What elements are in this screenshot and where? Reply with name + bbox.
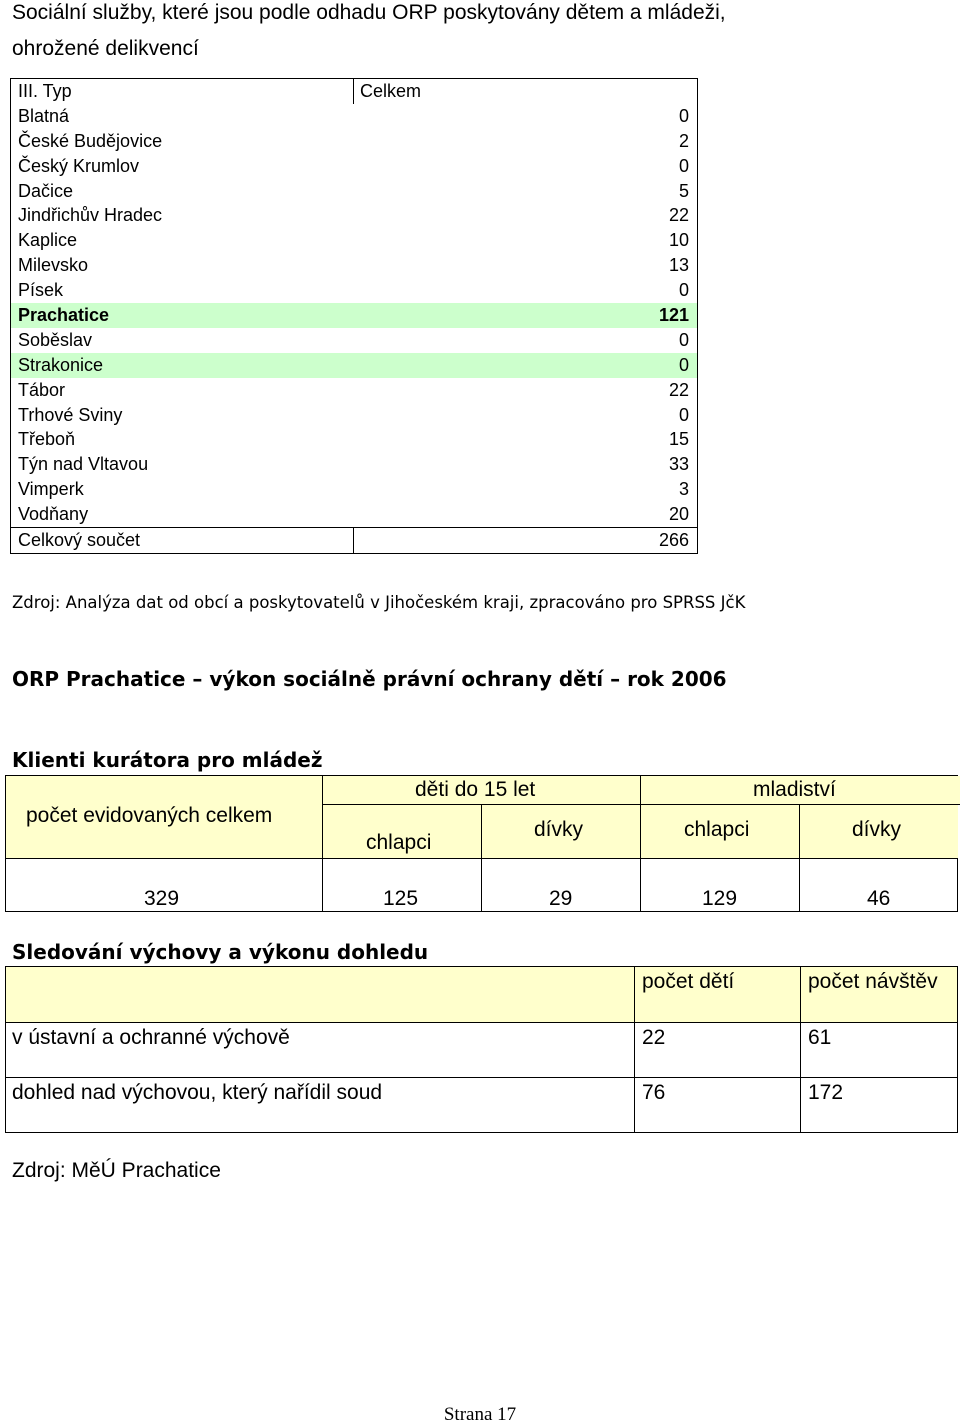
value-total: 329 [144,887,180,910]
boys-label: chlapci [366,831,432,854]
boys-label: chlapci [684,818,750,841]
row-value: 22 [668,379,689,400]
source-note: Zdroj: Analýza dat od obcí a poskytovatelů v Jihočeském kraji, zpracováno pro SPRSS JčK [12,593,746,612]
row-value: 22 [668,205,689,226]
row-name: Trhové Sviny [18,404,123,425]
header-cell [6,776,322,859]
column-divider [353,79,354,104]
row-value: 0 [678,329,689,350]
header-cell [799,805,958,859]
value-cell [799,859,958,911]
row-name: Dačice [18,180,74,201]
supervision-heading: Sledování výchovy a výkonu dohledu [12,940,429,964]
table-row [11,452,697,477]
header-cell [322,776,641,805]
row-value: 0 [678,354,689,375]
value-cell [322,859,482,911]
row-value: 5 [678,180,689,201]
table-row [11,477,697,502]
header-cell [6,967,634,1022]
source-note: Zdroj: MěÚ Prachatice [12,1159,221,1182]
page-number: Strana 17 [443,1404,517,1425]
row-name: Jindřichův Hradec [18,205,163,226]
row-name: Strakonice [18,354,104,375]
header-cell [800,967,957,1022]
row-name: Soběslav [18,329,93,350]
row-value: 2 [678,130,689,151]
table-row [11,228,697,253]
page-title-line-1: Sociální služby, které jsou podle odhadu ORP poskytovány dětem a mládeži, [12,1,726,24]
row-value: 0 [678,404,689,425]
table-row [11,154,697,179]
row-value: 3 [678,479,689,500]
row-label: v ústavní a ochranné výchově [12,1026,290,1049]
supervision-table [5,966,958,1133]
header-total: Celkem [360,81,422,101]
clients-heading: Klienti kurátora pro mládež [12,748,323,772]
row-name: Blatná [18,105,70,126]
row-name: Kaplice [18,230,78,251]
table-row [6,1022,634,1077]
group-children-label: děti do 15 let [415,778,536,801]
table-row [11,129,697,154]
row-value: 10 [668,230,689,251]
table-row [11,179,697,204]
row-name: Písek [18,280,64,301]
row-name: Třeboň [18,429,76,450]
header-cell [634,967,800,1022]
value-youth-girls: 46 [867,887,891,910]
table-row [11,328,697,353]
row-name: Tábor [18,379,66,400]
row-name: Týn nad Vltavou [18,454,149,475]
table-row [11,253,697,278]
row-visits: 172 [808,1081,844,1104]
header-cell [481,805,641,859]
clients-table [5,775,958,912]
table-row [11,278,697,303]
total-label: Celkový součet [18,530,141,551]
header-cell [640,805,800,859]
row-value: 121 [658,305,689,326]
row-value: 20 [668,504,689,525]
row-children: 22 [642,1026,666,1049]
girls-label: dívky [852,818,902,841]
row-label: dohled nad výchovou, který nařídil soud [12,1081,383,1104]
col-visits-label: počet návštěv [808,970,938,993]
value-children-boys: 125 [383,887,419,910]
row-value: 13 [668,255,689,276]
row-children: 76 [642,1081,666,1104]
section-heading: ORP Prachatice – výkon sociálně právní ochrany dětí – rok 2006 [12,667,727,691]
orp-services-table [10,78,698,554]
row-visits: 61 [808,1026,832,1049]
table-row-highlighted [11,303,697,328]
value-children-girls: 29 [549,887,573,910]
value-cell [800,1077,957,1132]
row-value: 15 [668,429,689,450]
row-name: Český Krumlov [18,155,140,176]
value-cell [481,859,641,911]
row-name: Milevsko [18,255,89,276]
table-total-row [11,527,697,553]
table-row [11,378,697,403]
page-title-line-2: ohrožené delikvencí [12,37,199,60]
value-cell [640,859,800,911]
row-name: Vimperk [18,479,84,500]
row-value: 0 [678,155,689,176]
header-cell [640,776,960,805]
row-name: Prachatice [18,305,110,326]
girls-label: dívky [534,818,584,841]
header-cell [322,805,482,859]
row-name: České Budějovice [18,130,163,151]
value-cell [634,1022,800,1077]
row-value: 0 [678,280,689,301]
row-value: 33 [668,454,689,475]
table-row [11,502,697,527]
column-divider [353,528,354,553]
value-youth-boys: 129 [702,887,738,910]
table-header-row [11,79,697,104]
value-cell [634,1077,800,1132]
value-cell [6,859,322,911]
row-name: Vodňany [18,504,89,525]
header-type: III. Typ [18,81,72,101]
group-youth-label: mladiství [753,778,836,801]
col-children-label: počet dětí [642,970,735,993]
row-value: 0 [678,105,689,126]
table-row-highlighted [11,353,697,378]
table-row [11,203,697,228]
value-cell [800,1022,957,1077]
table-row [11,104,697,129]
total-value: 266 [658,530,689,551]
table-row [11,427,697,452]
table-row [11,403,697,428]
table-row [6,1077,634,1132]
col-total-label: počet evidovaných celkem [26,804,273,827]
